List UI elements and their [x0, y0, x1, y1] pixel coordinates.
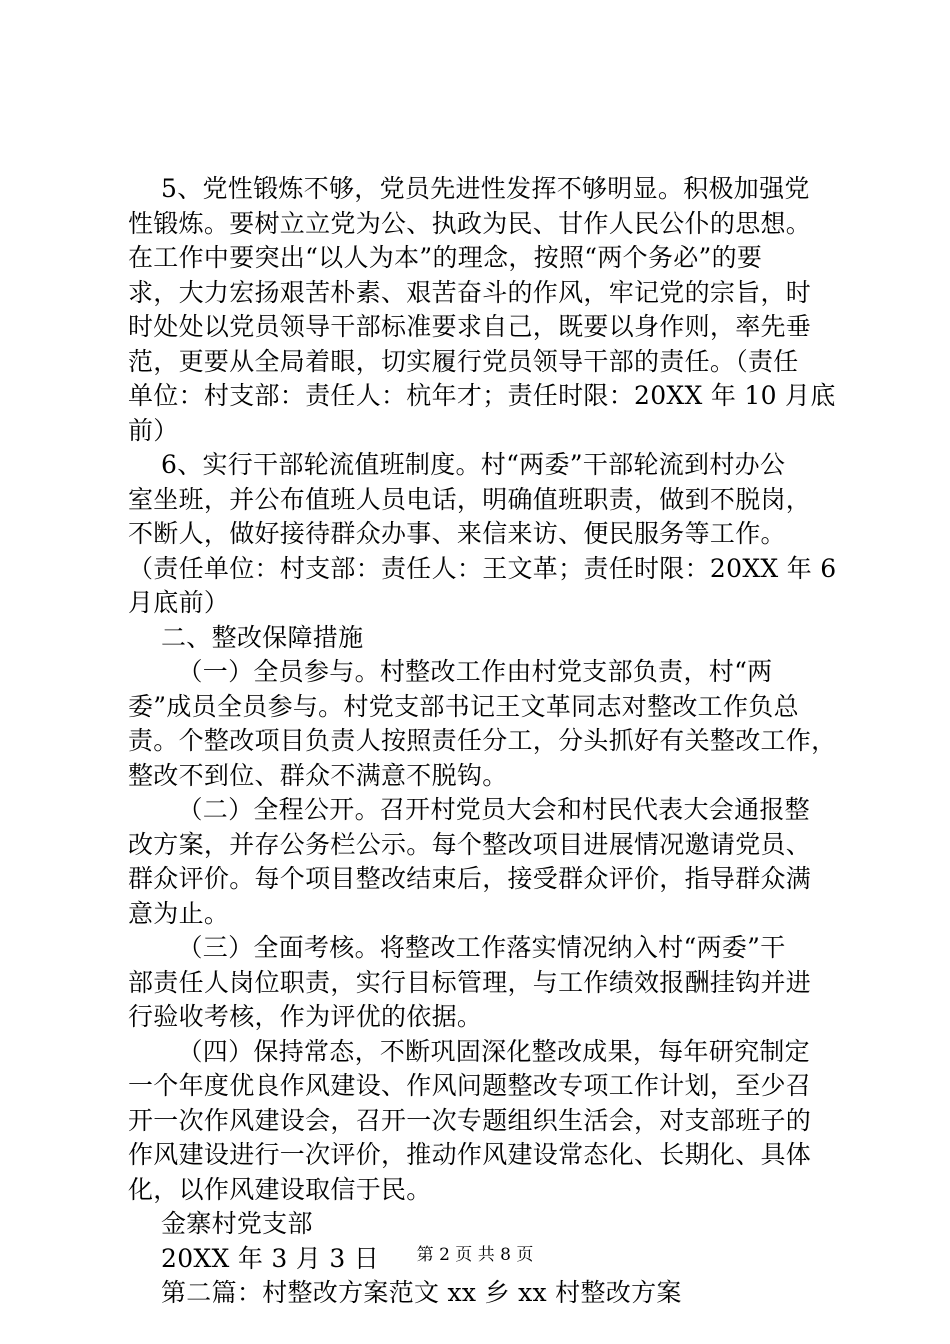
text-line: （三）全面考核。将整改工作落实情况纳入村“两委”干 — [128, 933, 786, 962]
signature-org: 金寨村党支部 — [128, 1209, 313, 1238]
page-number-footer: 第 2 页 共 8 页 — [416, 1245, 534, 1265]
text-line: （二）全程公开。召开村党员大会和村民代表大会通报整 — [128, 795, 810, 824]
document-body — [128, 172, 838, 1311]
text-line: 责。个整改项目负责人按照责任分工，分头抓好有关整改工作， — [128, 726, 837, 755]
section-heading: 二、整改保障措施 — [128, 622, 364, 652]
next-section-title: 第二篇：村整改方案范文 xx 乡 xx 村整改方案 — [128, 1278, 682, 1307]
text-line: 一个年度优良作风建设、作风问题整改专项工作计划，至少召 — [128, 1071, 812, 1100]
text-line: 改方案，并存公务栏公示。每个整改项目进展情况邀请党员、 — [128, 829, 812, 859]
text-line: 作风建设进行一次评价，推动作风建设常态化、长期化、具体 — [128, 1140, 812, 1169]
text-line: 开一次作风建设会，召开一次专题组织生活会，对支部班子的 — [128, 1105, 812, 1135]
text-line: 群众评价。每个项目整改结束后，接受群众评价，指导群众满 — [128, 864, 812, 893]
text-line: 性锻炼。要树立立党为公、执政为民、甘作人民公仆的思想。 — [128, 208, 812, 238]
text-line: 单位：村支部：责任人：杭年才；责任时限：20XX 年 10 月底 — [128, 381, 836, 410]
text-line: 前） — [128, 415, 179, 445]
text-line: 委”成员全员参与。村党支部书记王文革同志对整改工作负总 — [128, 691, 799, 721]
text-line: （四）保持常态，不断巩固深化整改成果，每年研究制定 — [128, 1036, 810, 1066]
text-line: 室坐班，并公布值班人员电话，明确值班职责，做到不脱岗， — [128, 484, 812, 514]
text-line: 化，以作风建设取信于民。 — [128, 1174, 432, 1204]
text-line: （责任单位：村支部：责任人：王文革；责任时限：20XX 年 6 — [128, 553, 837, 583]
text-line: 5、党性锻炼不够，党员先进性发挥不够明显。积极加强党 — [128, 174, 810, 203]
text-line: 意为止。 — [128, 898, 230, 928]
signature-date: 20XX 年 3 月 3 日 — [128, 1243, 380, 1273]
text-line: 在工作中要突出“以人为本”的理念，按照“两个务必”的要 — [128, 243, 763, 272]
text-line: 范，更要从全局着眼，切实履行党员领导干部的责任。（责任 — [128, 346, 799, 376]
text-line: 部责任人岗位职责，实行目标管理，与工作绩效报酬挂钩并进 — [128, 967, 812, 997]
text-line: 时处处以党员领导干部标准要求自己，既要以身作则，率先垂 — [128, 312, 812, 341]
text-line: 求，大力宏扬艰苦朴素、艰苦奋斗的作风，牢记党的宗旨，时 — [128, 277, 812, 307]
text-line: 不断人，做好接待群众办事、来信来访、便民服务等工作。 — [128, 519, 786, 548]
text-line: 6、实行干部轮流值班制度。村“两委”干部轮流到村办公 — [128, 450, 786, 479]
text-line: 行验收考核，作为评优的依据。 — [128, 1002, 483, 1031]
text-line: 月底前） — [128, 588, 230, 617]
text-line: （一）全员参与。村整改工作由村党支部负责，村“两 — [128, 657, 773, 686]
text-line: 整改不到位、群众不满意不脱钩。 — [128, 760, 508, 790]
